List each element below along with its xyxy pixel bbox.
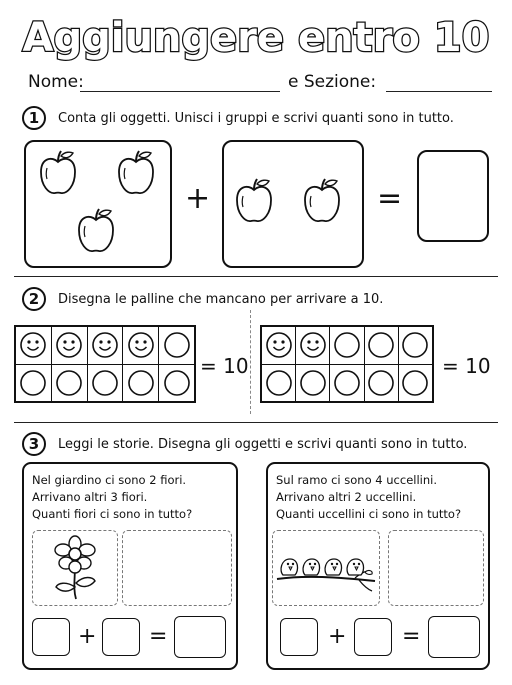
ten-frame-cell[interactable] [87, 364, 123, 402]
ten-frame-cell[interactable] [330, 327, 364, 365]
empty-circle-icon [400, 330, 430, 360]
apple-icon [38, 148, 78, 196]
empty-circle-icon [332, 368, 362, 398]
frame-1-result: = 10 [200, 354, 249, 378]
dashed-divider [250, 310, 251, 414]
story-2-result-box[interactable] [428, 616, 480, 658]
equals-sign: = [149, 624, 168, 649]
story-card-1 [22, 462, 238, 670]
apple-group-2 [222, 140, 364, 268]
empty-circle-icon [126, 368, 156, 398]
story-2-line-3: Quanti uccellini ci sono in tutto? [276, 507, 462, 521]
frame-2-result: = 10 [442, 354, 491, 378]
plus-sign: + [185, 181, 211, 216]
empty-circle-icon [54, 368, 84, 398]
drawing-area-2b[interactable] [388, 530, 484, 606]
exercise-3-instruction: Leggi le storie. Disegna gli oggetti e scrivi quanti sono in tutto. [58, 437, 468, 452]
ten-frame-cell[interactable] [364, 327, 398, 365]
smiley-icon [126, 330, 156, 360]
ten-frame-cell[interactable] [330, 364, 364, 402]
title-text: Aggiungere entro 10 [22, 15, 490, 61]
ten-frame-cell [262, 327, 296, 365]
section-divider [14, 422, 498, 423]
name-line[interactable] [80, 91, 280, 92]
ten-frame-cell[interactable] [51, 364, 87, 402]
story-1-addend-box-1[interactable] [32, 618, 70, 656]
name-label: Nome: [28, 72, 84, 92]
smiley-icon [54, 330, 84, 360]
story-card-2 [266, 462, 490, 670]
ten-frame-cell[interactable] [398, 364, 432, 402]
exercise-3-number: 3 [22, 432, 46, 456]
story-1-addend-box-2[interactable] [102, 618, 140, 656]
drawing-area-1a[interactable] [32, 530, 118, 606]
section-label: e Sezione: [288, 72, 377, 92]
empty-circle-icon [162, 330, 192, 360]
answer-box-1[interactable] [417, 150, 489, 242]
empty-circle-icon [332, 330, 362, 360]
ten-frame-cell[interactable] [159, 364, 195, 402]
plus-sign: + [78, 624, 97, 649]
smiley-icon [264, 330, 294, 360]
ten-frame-cell[interactable] [398, 327, 432, 365]
empty-circle-icon [366, 368, 396, 398]
empty-circle-icon [264, 368, 294, 398]
section-divider [14, 276, 498, 277]
drawing-area-2a[interactable] [272, 530, 380, 606]
drawing-area-1b[interactable] [122, 530, 232, 606]
empty-circle-icon [162, 368, 192, 398]
worksheet-title [0, 6, 512, 66]
empty-circle-icon [18, 368, 48, 398]
equals-sign: = [402, 624, 421, 649]
ten-frame-1 [14, 325, 196, 403]
ten-frame-cell[interactable] [159, 327, 195, 365]
name-row [14, 72, 504, 98]
ten-frame-cell[interactable] [296, 364, 330, 402]
exercise-1-number: 1 [22, 106, 46, 130]
empty-circle-icon [400, 368, 430, 398]
exercise-1-instruction: Conta gli oggetti. Unisci i gruppi e scrivi quanti sono in tutto. [58, 111, 454, 126]
ten-frame-cell[interactable] [16, 364, 52, 402]
exercise-2-number: 2 [22, 287, 46, 311]
flower-icon [49, 535, 101, 601]
birds-on-branch-icon [275, 545, 377, 595]
plus-sign: + [328, 624, 347, 649]
empty-circle-icon [298, 368, 328, 398]
section-line[interactable] [386, 91, 492, 92]
story-1-line-2: Arrivano altri 3 fiori. [32, 490, 148, 504]
story-1-result-box[interactable] [174, 616, 226, 658]
apple-icon [76, 206, 116, 254]
equals-sign: = [377, 181, 403, 216]
smiley-icon [298, 330, 328, 360]
story-1-line-1: Nel giardino ci sono 2 fiori. [32, 473, 187, 487]
story-1-line-3: Quanti fiori ci sono in tutto? [32, 507, 193, 521]
exercise-2-instruction: Disegna le palline che mancano per arrivare a 10. [58, 292, 384, 307]
apple-icon [234, 176, 274, 224]
apple-group-1 [24, 140, 172, 268]
ten-frame-cell[interactable] [262, 364, 296, 402]
smiley-icon [90, 330, 120, 360]
ten-frame-cell [87, 327, 123, 365]
story-2-addend-box-2[interactable] [354, 618, 392, 656]
empty-circle-icon [90, 368, 120, 398]
empty-circle-icon [366, 330, 396, 360]
ten-frame-cell[interactable] [123, 364, 159, 402]
ten-frame-cell [123, 327, 159, 365]
ten-frame-cell [51, 327, 87, 365]
ten-frame-cell [16, 327, 52, 365]
ten-frame-2 [260, 325, 434, 403]
story-2-addend-box-1[interactable] [280, 618, 318, 656]
story-2-line-2: Arrivano altri 2 uccellini. [276, 490, 417, 504]
ten-frame-cell[interactable] [364, 364, 398, 402]
smiley-icon [18, 330, 48, 360]
apple-icon [116, 148, 156, 196]
story-2-line-1: Sul ramo ci sono 4 uccellini. [276, 473, 437, 487]
ten-frame-cell [296, 327, 330, 365]
apple-icon [302, 176, 342, 224]
